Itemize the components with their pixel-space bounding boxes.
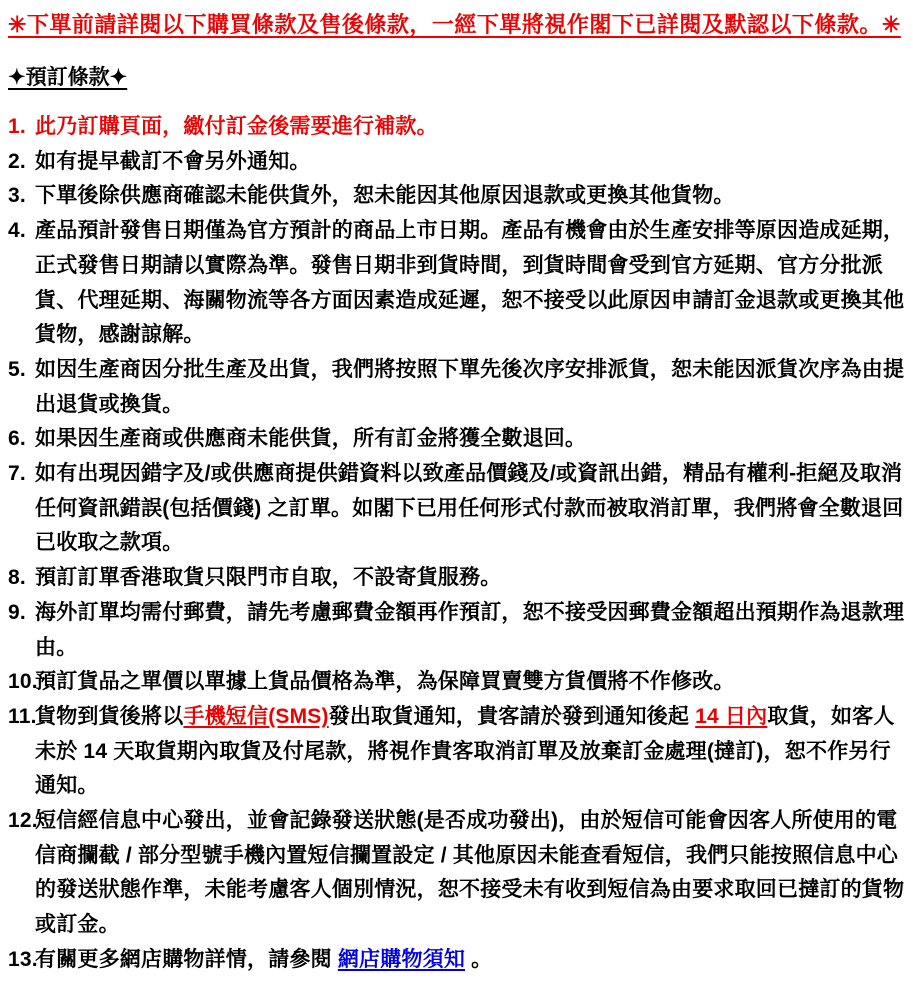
term-item-8 (8, 561, 905, 596)
term-text: 下單後除供應商確認未能供貨外，恕未能因其他原因退款或更換其他貨物。 (35, 184, 735, 208)
section-header (8, 64, 905, 92)
term-item-3 (8, 179, 905, 214)
term-number: 9. (8, 600, 26, 624)
term-text: 預訂訂單香港取貨只限門市自取，不設寄貨服務。 (35, 566, 502, 590)
term-number: 4. (8, 219, 26, 243)
term-number: 8. (8, 566, 26, 590)
term-item-6 (8, 422, 905, 457)
term-number: 3. (8, 184, 26, 208)
term-item-9 (8, 596, 905, 665)
term-number: 13. (8, 947, 38, 971)
term-item-7 (8, 457, 905, 561)
term-text: 有關更多網店購物詳情，請參閱 網店購物須知 。 (35, 947, 493, 971)
term-number: 7. (8, 462, 26, 486)
page-title (8, 10, 905, 40)
term-text: 產品預計發售日期僅為官方預計的商品上市日期。產品有機會由於生產安排等原因造成延期，正式發售日期請以實際為準。發售日期非到貨時間，到貨時間會受到官方延期、官方分批派貨、代理延期、海關物流等各方面因素造成延遲，恕不接受以此原因申請訂金退款或更換其他貨物，感謝諒解。 (35, 219, 905, 347)
term-item-11 (8, 700, 905, 804)
term-text: 此乃訂購頁面，繳付訂金後需要進行補款。 (35, 115, 438, 138)
term-text: 貨物到貨後將以手機短信(SMS)發出取貨通知，貴客請於發到通知後起 14 日內取貨，如客人未於 14 天取貨期內取貨及付尾款，將視作貴客取消訂單及放棄訂金處理(撻訂)，恕不作另行通知。 (35, 704, 895, 798)
shop-guide-link[interactable]: 網店購物須知 (337, 947, 466, 971)
term-item-1 (8, 110, 905, 145)
term-text: 如有出現因錯字及/或供應商提供錯資料以致產品價錢及/或資訊出錯，精品有權利-拒絕及取消任何資訊錯誤(包括價錢) 之訂單。如閣下已用任何形式付款而被取消訂單，我們將會全數退回已收取之款項。 (35, 462, 904, 555)
term-number: 11. (8, 704, 37, 728)
page-title-text: ✳下單前請詳閱以下購買條款及售後條款，一經下單將視作閣下已詳閱及默認以下條款。✳ (8, 12, 901, 37)
term-number: 12. (8, 809, 38, 833)
term-text: 如果因生產商或供應商未能供貨，所有訂金將獲全數退回。 (35, 427, 587, 451)
term-item-12 (8, 804, 905, 943)
term-text: 如有提早截訂不會另外通知。 (35, 149, 311, 173)
section-header-text: ✦預訂條款✦ (8, 66, 128, 89)
red-underlined-text: 14 日內 (695, 704, 768, 728)
term-text: 如因生產商因分批生產及出貨，我們將按照下單先後次序安排派貨，恕未能因派貨次序為由提出退貨或換貨。 (35, 357, 905, 416)
term-item-13 (8, 943, 905, 978)
term-item-2 (8, 145, 905, 180)
term-number: 2. (8, 149, 26, 173)
term-number: 5. (8, 357, 26, 381)
term-item-10 (8, 665, 905, 700)
term-number: 6. (8, 427, 26, 451)
term-number: 1. (8, 115, 26, 138)
term-text: 短信經信息中心發出，並會記錄發送狀態(是否成功發出)，由於短信可能會因客人所使用的電信商攔截 / 部分型號手機內置短信攔置設定 / 其他原因未能查看短信，我們只能按照信息中心的發送狀態作準，未能考慮客人個別情況，恕不接受未有收到短信為由要求取回已撻訂的貨物或訂金。 (35, 809, 905, 937)
term-item-4 (8, 214, 905, 353)
red-underlined-text: 手機短信(SMS) (183, 704, 329, 728)
term-text: 預訂貨品之單價以單據上貨品價格為準，為保障買賣雙方貨價將不作修改。 (35, 670, 735, 694)
terms-list (8, 110, 905, 978)
term-item-5 (8, 353, 905, 422)
term-number: 10. (8, 670, 38, 694)
term-text: 海外訂單均需付郵費，請先考慮郵費金額再作預訂，恕不接受因郵費金額超出預期作為退款理由。 (35, 600, 905, 659)
